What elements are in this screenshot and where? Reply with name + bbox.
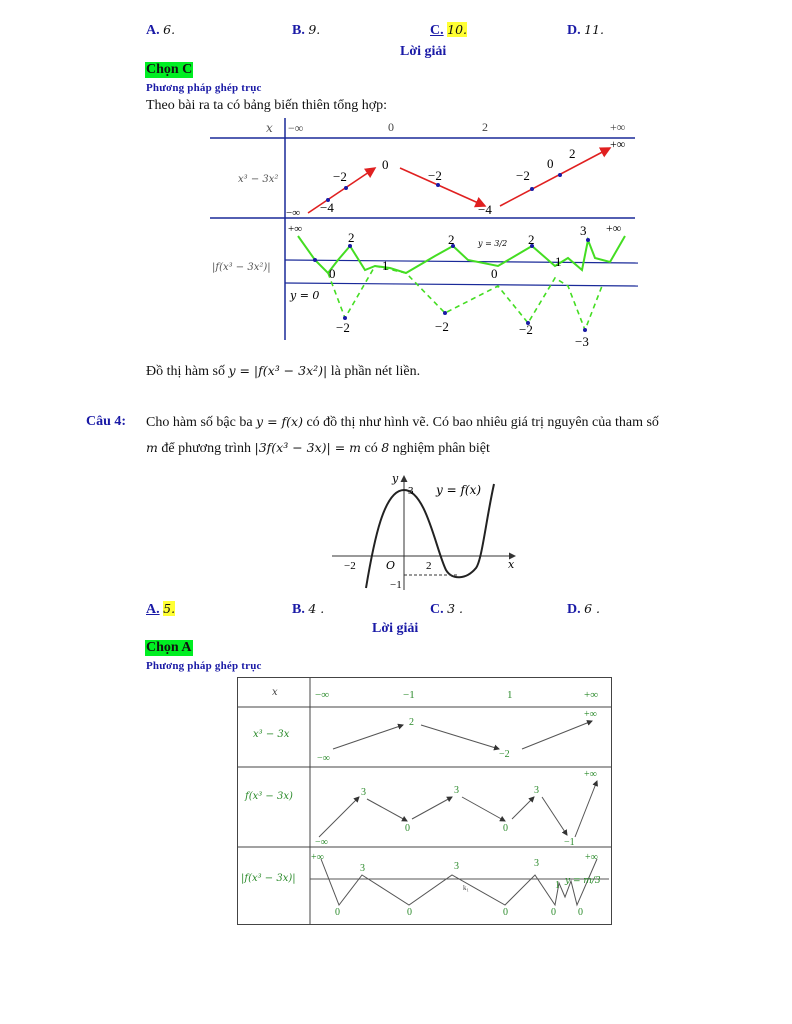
- question-line-2: [146, 440, 490, 457]
- row2-dashed-path: [328, 266, 602, 330]
- option-label: C.: [430, 602, 444, 617]
- q3-option-d[interactable]: [567, 22, 604, 39]
- row2-value: 3: [580, 223, 587, 238]
- row2-point: [313, 258, 317, 262]
- row3-value: 0: [578, 907, 583, 918]
- option-label: B.: [292, 602, 305, 617]
- x-value: +∞: [610, 120, 626, 134]
- method-title: Phương pháp ghép trục: [146, 660, 262, 672]
- row1-arrow: [522, 721, 592, 749]
- row1-point: [530, 187, 534, 191]
- row1-value: −2: [516, 168, 530, 183]
- row1-value: 2: [409, 717, 414, 728]
- row1-value: −∞: [317, 753, 330, 764]
- row2-value: 3: [361, 787, 366, 798]
- row2-value: −2: [519, 322, 533, 337]
- q4-option-d[interactable]: [567, 601, 600, 618]
- row1-value: 0: [547, 156, 554, 171]
- question-text: để phương trình: [161, 441, 252, 456]
- tick-label: 3: [408, 485, 414, 497]
- answer-choice: Chọn A: [146, 640, 192, 655]
- cubic-curve: [366, 484, 494, 588]
- row1-value: −2: [499, 749, 510, 760]
- conclusion-formula: y = |f(x³ − 3x²)|: [228, 363, 328, 378]
- row2-line-zero: [285, 283, 638, 286]
- question-text: có đồ thị như hình vẽ. Có bao nhiêu giá trị nguyên của tham số: [306, 415, 659, 430]
- row1-value: −2: [428, 168, 442, 183]
- row2-value: −2: [336, 320, 350, 335]
- question-count: 8: [381, 440, 390, 455]
- row1-value: −∞: [286, 207, 301, 219]
- method-title: Phương pháp ghép trục: [146, 82, 262, 94]
- row2-label: |f(x³ − 3x²)|: [212, 262, 271, 273]
- row1-point: [436, 183, 440, 187]
- row2-arrow: [367, 799, 407, 821]
- row1-value: −2: [333, 169, 347, 184]
- row3-value: 0: [503, 907, 508, 918]
- question-formula: |3f(x³ − 3x)| = m: [254, 440, 362, 455]
- row1-value: −4: [320, 200, 334, 215]
- row2-value: +∞: [606, 221, 622, 235]
- conclusion-suffix: là phần nét liền.: [330, 364, 421, 379]
- row2-value: 3: [534, 785, 539, 796]
- x-value: 1: [507, 689, 513, 701]
- line-label: y = 0: [290, 289, 320, 302]
- tick-label: O: [386, 559, 396, 572]
- x-value: −∞: [288, 121, 304, 135]
- solution-title: Lời giải: [400, 44, 447, 59]
- row1-value: +∞: [584, 709, 597, 720]
- row2-value: 0: [405, 823, 410, 834]
- row2-point: [583, 328, 587, 332]
- option-label: D.: [567, 602, 581, 617]
- x-label: x: [272, 687, 278, 698]
- row2-value: 0: [329, 266, 336, 281]
- row2-value: −3: [575, 334, 589, 349]
- row3-label: |f(x³ − 3x)|: [241, 873, 296, 884]
- row2-arrow: [512, 797, 534, 819]
- conclusion: [146, 363, 420, 380]
- row2-value: 0: [491, 266, 498, 281]
- q4-option-b[interactable]: [292, 601, 324, 618]
- tick-label: −2: [344, 560, 356, 572]
- row3-line-label: y = m/3: [565, 876, 601, 886]
- q4-function-graph: [330, 470, 520, 595]
- row1-value: −4: [478, 202, 492, 217]
- q4-option-c[interactable]: [430, 601, 463, 618]
- row2-value: 2: [448, 232, 455, 247]
- row3-value: 0: [551, 907, 556, 918]
- question-text: có: [364, 441, 378, 456]
- row1-value: +∞: [610, 137, 626, 151]
- row2-value: −1: [564, 837, 575, 848]
- row3-value: +∞: [311, 852, 324, 863]
- question-line-1: [146, 414, 659, 431]
- x-value: 2: [482, 120, 488, 134]
- q3-option-c[interactable]: [430, 22, 467, 39]
- option-value: 9.: [308, 22, 321, 37]
- option-value: 6 .: [584, 601, 601, 616]
- row1-value: 2: [569, 146, 576, 161]
- option-value: 5.: [163, 601, 176, 616]
- option-label: D.: [567, 23, 581, 38]
- option-label: C.: [430, 23, 444, 38]
- option-value: 3 .: [447, 601, 464, 616]
- curve-label: y = f(x): [436, 483, 482, 497]
- row2-label: f(x³ − 3x): [245, 791, 293, 802]
- row3-value: 0: [335, 907, 340, 918]
- row1-point: [344, 186, 348, 190]
- row2-value: 2: [348, 230, 355, 245]
- row2-value: 1: [382, 258, 389, 273]
- row3-value: 3: [534, 858, 539, 869]
- row3-value: k₁: [463, 884, 469, 892]
- row2-arrow: [319, 797, 359, 837]
- x-label: x: [266, 121, 273, 135]
- x-value: +∞: [584, 689, 599, 701]
- row2-value: −2: [435, 319, 449, 334]
- q3-option-a[interactable]: [146, 22, 175, 39]
- row2-arrow: [575, 781, 597, 837]
- question-text: Cho hàm số bậc ba: [146, 415, 253, 430]
- option-label: A.: [146, 602, 160, 617]
- x-axis-label: x: [508, 558, 515, 571]
- tick-label: 2: [426, 560, 432, 572]
- row2-value: 3: [454, 785, 459, 796]
- question-var: m: [146, 440, 158, 455]
- question-number: Câu 4:: [86, 414, 127, 429]
- row1-value: 0: [382, 157, 389, 172]
- row2-point: [443, 311, 447, 315]
- row1-arrow: [400, 168, 485, 206]
- option-label: A.: [146, 23, 160, 38]
- line-label: y = 3/2: [478, 239, 508, 248]
- x-value: 0: [388, 120, 394, 134]
- row2-value: 2: [528, 232, 535, 247]
- row2-arrow: [462, 797, 505, 821]
- option-value: 6.: [163, 22, 176, 37]
- intro-text: Theo bài ra ta có bảng biến thiên tổng hợp:: [146, 98, 388, 113]
- question-text: nghiệm phân biệt: [392, 441, 490, 456]
- q3-variation-table: [210, 118, 640, 349]
- row3-value: 0: [407, 907, 412, 918]
- option-label: B.: [292, 23, 305, 38]
- y-axis-label: y: [392, 472, 399, 485]
- row2-value: −∞: [315, 837, 328, 848]
- q3-option-b[interactable]: [292, 22, 320, 39]
- question-formula: y = f(x): [256, 414, 303, 429]
- row2-arrow: [542, 797, 567, 835]
- row1-arrow: [421, 725, 499, 749]
- q4-variation-table: [237, 677, 613, 925]
- row3-value: 1: [555, 880, 560, 891]
- row2-value: +∞: [288, 223, 303, 235]
- tick-label: −1: [390, 579, 402, 591]
- row3-value: +∞: [585, 852, 598, 863]
- row2-value: +∞: [584, 769, 597, 780]
- row1-arrow: [333, 725, 403, 749]
- row1-label: x³ − 3x²: [238, 174, 279, 185]
- q4-option-a[interactable]: [146, 601, 175, 618]
- row3-value: 3: [454, 861, 459, 872]
- row2-value: 1: [555, 254, 562, 269]
- row2-point: [586, 238, 590, 242]
- row1-point: [558, 173, 562, 177]
- option-value: 11.: [584, 22, 605, 37]
- option-value: 4 .: [308, 601, 325, 616]
- solution-title: Lời giải: [372, 621, 419, 636]
- answer-choice: Chọn C: [146, 62, 193, 77]
- row1-label: x³ − 3x: [253, 729, 290, 740]
- row2-value: 0: [503, 823, 508, 834]
- conclusion-prefix: Đồ thị hàm số: [146, 364, 225, 379]
- row2-arrow: [412, 797, 452, 819]
- option-value: 10.: [447, 22, 468, 37]
- x-value: −1: [403, 689, 415, 701]
- row3-value: 3: [360, 863, 365, 874]
- x-value: −∞: [315, 689, 330, 701]
